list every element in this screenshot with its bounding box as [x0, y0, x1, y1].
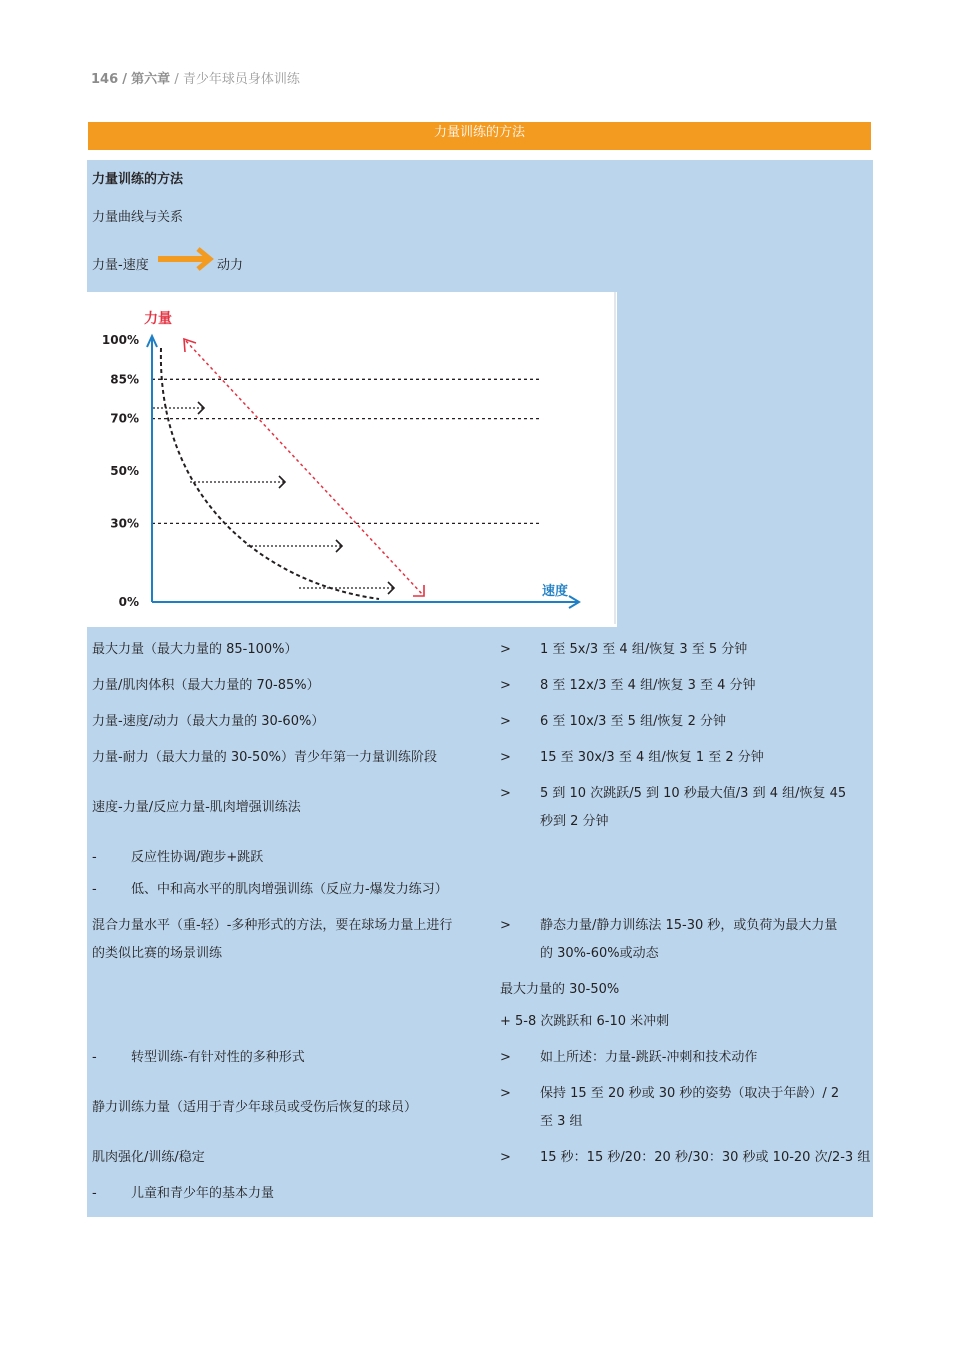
row-right-cont: 至 3 组: [540, 1114, 583, 1129]
chart-background: [87, 292, 617, 627]
row-right: 静态力量/静力训练法 15-30 秒，或负荷为最大力量: [540, 918, 838, 933]
y-tick-label: 0%: [118, 595, 139, 609]
row-left: 最大力量（最大力量的 85-100%）: [92, 642, 298, 657]
row-left: 速度-力量/反应力量-肌肉增强训练法: [92, 800, 301, 815]
row-gt: >: [500, 678, 511, 693]
row-right: 15 至 30x/3 至 4 组/恢复 1 至 2 分钟: [540, 750, 764, 765]
relation-right-label: 动力: [217, 258, 244, 273]
row-gt: >: [500, 642, 511, 657]
row-right: 5 到 10 次跳跃/5 到 10 秒最大值/3 到 4 组/恢复 45: [540, 786, 847, 801]
section-heading: 力量训练的方法: [92, 172, 184, 187]
bullet-dash: -: [92, 1186, 97, 1201]
row-right: 如上所述：力量-跳跃-冲刺和技术动作: [540, 1050, 758, 1065]
bullet-text: 低、中和高水平的肌肉增强训练（反应力-爆发力练习）: [131, 882, 448, 897]
row-right-cont: 秒到 2 分钟: [540, 814, 609, 829]
row-extra: 最大力量的 30-50%: [500, 982, 620, 997]
bullet-dash: -: [92, 850, 97, 865]
row-right-cont: 的 30%-60%或动态: [540, 946, 659, 961]
y-tick-label: 50%: [110, 464, 139, 478]
chapter-title: 青少年球员身体训练: [182, 72, 300, 87]
row-gt: >: [500, 750, 511, 765]
header-separator: /: [122, 72, 128, 87]
row-extra: + 5-8 次跳跃和 6-10 米冲刺: [500, 1014, 670, 1029]
arrow-right-icon: [156, 246, 216, 272]
running-header: [91, 68, 300, 87]
bullet-dash: -: [92, 882, 97, 897]
row-right: 8 至 12x/3 至 4 组/恢复 3 至 4 分钟: [540, 678, 756, 693]
row-gt: >: [500, 918, 511, 933]
bullet-text: 儿童和青少年的基本力量: [131, 1186, 275, 1201]
row-gt: >: [500, 1150, 511, 1165]
chapter-label: 第六章: [131, 72, 171, 87]
row-left: 力量-速度/动力（最大力量的 30-60%）: [92, 714, 325, 729]
row-gt: >: [500, 786, 511, 801]
bullet-dash: -: [92, 1050, 97, 1065]
bullet-text: 转型训练-有针对性的多种形式: [131, 1050, 305, 1065]
y-tick-label: 100%: [101, 333, 139, 347]
bullet-text: 反应性协调/跑步+跳跃: [131, 850, 264, 865]
y-tick-label: 30%: [110, 516, 139, 531]
force-velocity-chart: [87, 292, 617, 627]
row-right: 保持 15 至 20 秒或 30 秒的姿势（取决于年龄）/ 2: [540, 1086, 840, 1101]
y-tick-label: 70%: [110, 411, 139, 426]
relation-left-label: 力量-速度: [92, 258, 149, 273]
row-gt: >: [500, 1050, 511, 1065]
row-gt: >: [500, 714, 511, 729]
row-right: 1 至 5x/3 至 4 组/恢复 3 至 5 分钟: [540, 642, 748, 657]
section-banner: 力量训练的方法: [88, 122, 871, 150]
chart-ylabel: 力量: [144, 311, 172, 327]
row-left: 力量-耐力（最大力量的 30-50%）青少年第一力量训练阶段: [92, 750, 437, 765]
row-left-cont: 的类似比赛的场景训练: [92, 946, 223, 961]
section-subheading: 力量曲线与关系: [92, 210, 184, 225]
page-number: 146: [91, 72, 119, 87]
row-right: 15 秒：15 秒/20：20 秒/30：30 秒或 10-20 次/2-3 组: [540, 1150, 871, 1165]
row-left: 力量/肌肉体积（最大力量的 70-85%）: [92, 678, 320, 693]
row-left: 静力训练力量（适用于青少年球员或受伤后恢复的球员）: [92, 1100, 418, 1115]
chart-xlabel: 速度: [542, 584, 569, 599]
row-right: 6 至 10x/3 至 5 组/恢复 2 分钟: [540, 714, 727, 729]
row-left: 混合力量水平（重-轻）-多种形式的方法，要在球场力量上进行: [92, 918, 453, 933]
header-separator: /: [174, 72, 179, 87]
y-tick-label: 85%: [110, 372, 139, 387]
row-gt: >: [500, 1086, 511, 1101]
row-left: 肌肉强化/训练/稳定: [92, 1150, 205, 1165]
